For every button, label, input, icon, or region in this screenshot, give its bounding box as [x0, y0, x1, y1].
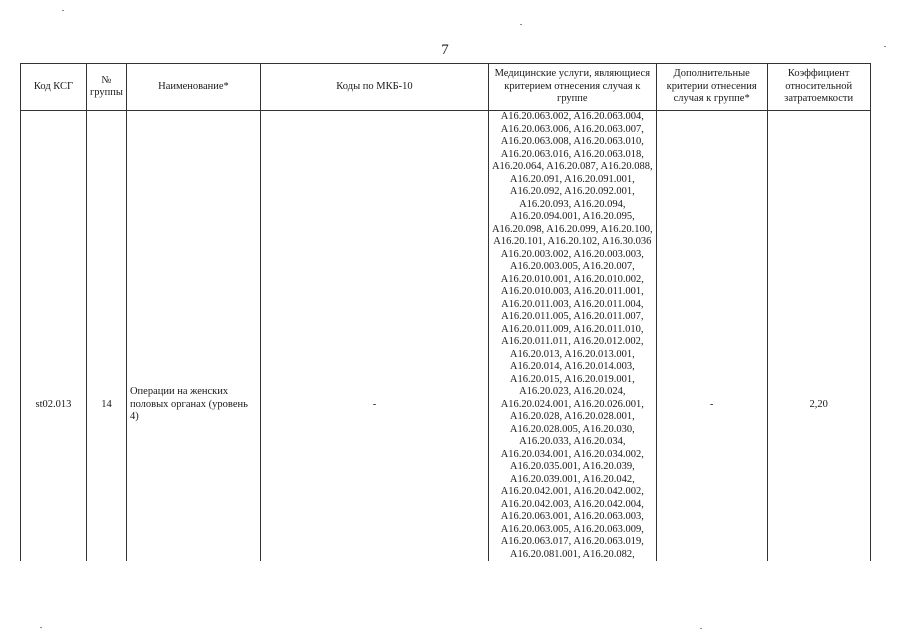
cell-empty	[126, 111, 260, 249]
service-code-line: A16.20.028, A16.20.028.001,	[509, 411, 635, 422]
service-code-line: A16.20.010.003, A16.20.011.001,	[500, 286, 644, 297]
mkb-codes-value: -	[372, 398, 377, 410]
coefficient: 2,20	[767, 249, 870, 562]
service-code-line: A16.20.015, A16.20.019.001,	[509, 373, 635, 385]
mkb-codes	[260, 249, 488, 562]
service-code-line: A16.20.042.001, A16.20.042.002,	[500, 486, 644, 497]
header-name: Наименование*	[126, 64, 260, 111]
header-code: Код КСГ	[21, 64, 87, 111]
extra-criteria	[656, 249, 767, 562]
service-code-line: A16.20.034.001, A16.20.034.002,	[500, 448, 644, 460]
service-code-line: A16.20.063.006, A16.20.063.007,	[500, 123, 644, 135]
cell-empty	[656, 111, 767, 249]
service-code-line: A16.20.011.005, A16.20.011.007,	[501, 311, 644, 322]
cell-empty	[260, 111, 488, 249]
cell-empty	[87, 111, 127, 249]
header-mkb-codes: Коды по МКБ-10	[260, 64, 488, 111]
service-code-line: A16.20.011.003, A16.20.011.004,	[501, 298, 644, 310]
services-main	[488, 249, 656, 562]
page-number: 7	[441, 42, 449, 58]
service-code-line: A16.20.094.001, A16.20.095,	[509, 211, 635, 222]
header-extra-criteria: Дополнительные критерии отнесения случая к группе*	[656, 64, 767, 111]
services-list	[492, 249, 653, 562]
table-header-row	[21, 64, 871, 111]
header-coefficient: Коэффициент относительной затратоемкости	[767, 64, 870, 111]
service-code-line: A16.20.024.001, A16.20.026.001,	[500, 398, 644, 410]
service-code-line: A16.20.063.005, A16.20.063.009,	[500, 523, 644, 535]
service-code-line: A16.20.063.017, A16.20.063.019,	[500, 536, 644, 547]
cell-empty	[767, 111, 870, 249]
service-code-line: A16.20.035.001, A16.20.039,	[509, 461, 635, 472]
group-name: Операции на женских половых органах (уровень 4)	[126, 249, 260, 562]
service-code-line: A16.20.003.005, A16.20.007,	[509, 261, 635, 272]
service-code-line: A16.20.063.008, A16.20.063.010,	[500, 136, 644, 147]
cell-empty	[21, 111, 87, 249]
service-code-line: A16.20.013, A16.20.013.001,	[509, 348, 635, 360]
header-group-no: № группы	[87, 64, 127, 111]
service-code-line: A16.20.063.001, A16.20.063.003,	[500, 511, 644, 522]
service-code-line: A16.20.042.003, A16.20.042.004,	[500, 498, 644, 510]
service-code-line: A16.20.011.009, A16.20.011.010,	[501, 323, 644, 335]
scan-speck	[884, 46, 886, 47]
service-code-line: A16.20.063.016, A16.20.063.018,	[500, 148, 644, 160]
table-row-continuation	[21, 111, 871, 249]
service-code-line: A16.20.011.011, A16.20.012.002,	[501, 336, 644, 347]
service-code-line: A16.20.014, A16.20.014.003,	[509, 361, 635, 372]
service-code-line: A16.20.028.005, A16.20.030,	[509, 423, 635, 435]
service-code-line: A16.20.003.002, A16.20.003.003,	[500, 248, 644, 260]
service-code-line: A16.20.098, A16.20.099, A16.20.100,	[491, 223, 653, 235]
group-number: 14	[87, 249, 127, 562]
service-code-line: A16.20.092, A16.20.092.001,	[509, 186, 635, 197]
scan-speck	[62, 10, 64, 11]
service-code-line: A16.20.101, A16.20.102, A16.30.036	[493, 236, 652, 247]
service-code-line: A16.20.064, A16.20.087, A16.20.088,	[491, 161, 653, 172]
service-code-line: A16.20.063.002, A16.20.063.004,	[500, 111, 644, 122]
service-code-line: A16.20.093, A16.20.094,	[519, 198, 626, 210]
services-continued	[488, 111, 656, 249]
service-code-line: A16.20.091, A16.20.091.001,	[509, 173, 635, 185]
scan-speck	[700, 628, 702, 629]
table-row	[21, 249, 871, 562]
scan-speck	[40, 627, 42, 628]
service-code-line: A16.20.033, A16.20.034,	[519, 436, 626, 447]
extra-criteria-value: -	[709, 398, 714, 410]
service-code-line: A16.20.023, A16.20.024,	[519, 386, 626, 397]
header-services: Медицинские услуги, являющиеся критерием отнесения случая к группе	[488, 64, 656, 111]
ksg-code: st02.013	[21, 249, 87, 562]
services-continued-list	[492, 111, 653, 249]
service-code-line: A16.20.039.001, A16.20.042,	[509, 473, 635, 485]
service-code-line: A16.20.010.001, A16.20.010.002,	[500, 273, 644, 285]
service-code-line: A16.20.081.001, A16.20.082,	[509, 548, 635, 560]
ksg-table	[20, 63, 871, 561]
scan-speck	[520, 24, 522, 25]
